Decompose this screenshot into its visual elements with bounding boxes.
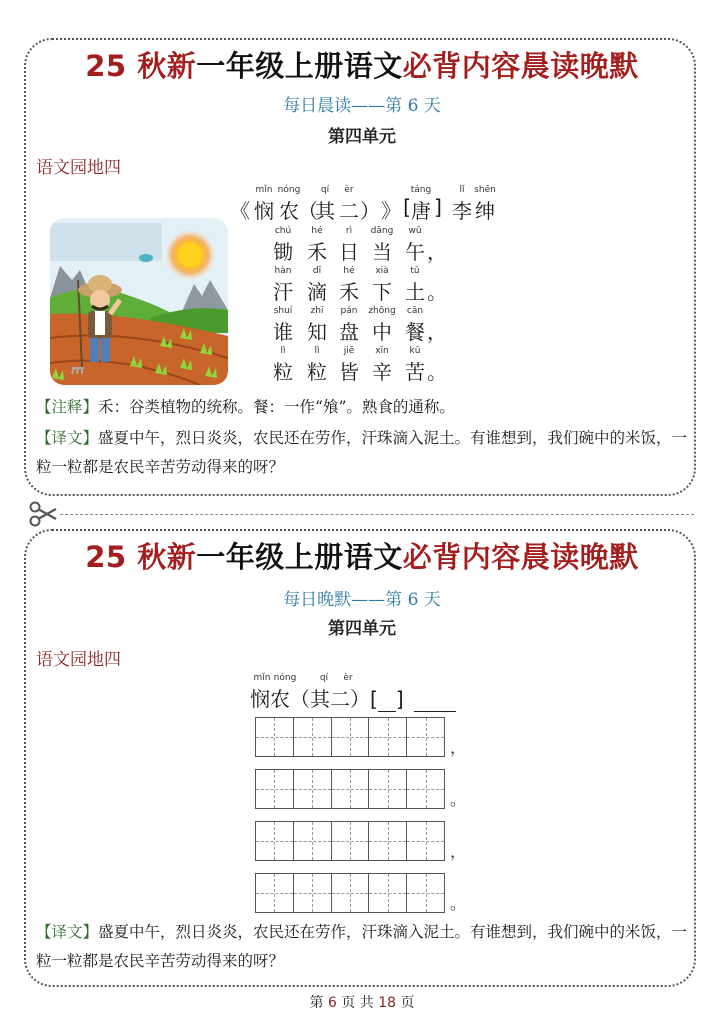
evening-section-heading: 语文园地四	[36, 650, 121, 670]
poem-punct: 。	[427, 280, 447, 304]
bracket-close: ]	[395, 687, 404, 711]
pinyin: mǐn	[255, 185, 273, 195]
pinyin: zhī	[310, 306, 324, 316]
writing-cell[interactable]	[256, 718, 294, 756]
dynasty-blank[interactable]	[378, 697, 396, 712]
poem-char: 土	[405, 280, 425, 304]
pinyin: qí	[320, 185, 330, 195]
pinyin: xià	[375, 266, 389, 276]
pinyin: cān	[406, 306, 424, 316]
pinyin: èr	[344, 185, 354, 195]
pinyin: hàn	[274, 266, 292, 276]
morning-unit: 第四单元	[328, 127, 396, 147]
writing-grid-row[interactable]	[255, 769, 445, 809]
translation-label: 【译文】	[36, 923, 99, 941]
pinyin: mǐn	[253, 673, 271, 683]
poem-char: 滴	[307, 280, 327, 304]
morning-section-heading: 语文园地四	[36, 158, 121, 178]
poem-char: 粒	[273, 360, 293, 384]
pinyin: dāng	[370, 226, 394, 236]
dictation-title-line	[250, 683, 456, 712]
poem-title-char: 二	[339, 199, 359, 223]
pinyin: nóng	[277, 185, 301, 195]
writing-cell[interactable]	[407, 874, 444, 912]
writing-cell[interactable]	[256, 874, 294, 912]
pinyin: rì	[345, 226, 353, 236]
title-part-black: 一年级上册语文	[196, 49, 403, 83]
poem-title-char: 绅	[475, 199, 495, 223]
poem-char: 盘	[339, 320, 359, 344]
poem-punct: ，	[427, 320, 447, 344]
annotation-label: 【注释】	[36, 398, 99, 416]
pinyin: jiē	[343, 346, 355, 356]
writing-cell[interactable]	[332, 822, 370, 860]
pinyin: lì	[314, 346, 320, 356]
translation	[36, 424, 692, 482]
poem-title-char: （	[298, 199, 318, 223]
evening-subtitle: 每日晚默——第 6 天	[283, 590, 441, 610]
morning-subtitle: 每日晨读——第 6 天	[283, 96, 441, 116]
row-punct: 。	[450, 790, 467, 809]
cut-dashed-line	[60, 514, 694, 515]
writing-cell[interactable]	[256, 770, 294, 808]
title-part-red: 必背内容晨读晚默	[402, 540, 639, 574]
pinyin: tǔ	[410, 266, 420, 276]
poem-title-char: ）	[360, 199, 380, 223]
farmer-field-icon	[50, 218, 228, 385]
poem-char: 皆	[339, 360, 359, 384]
evening-title	[0, 535, 724, 576]
pinyin: hé	[311, 226, 323, 236]
writing-cell[interactable]	[407, 770, 444, 808]
pinyin: kǔ	[409, 346, 421, 356]
scissors-icon	[28, 500, 58, 528]
pinyin: lǐ	[459, 185, 465, 195]
row-punct: ，	[450, 738, 467, 757]
evening-unit: 第四单元	[328, 619, 396, 639]
pinyin: lì	[280, 346, 286, 356]
footer-middle: 页 共	[336, 995, 379, 1011]
poem-char: 中	[372, 320, 392, 344]
poem-title-char: 其	[315, 199, 335, 223]
title-part-red: 必背内容晨读晚默	[402, 49, 639, 83]
poem-char: 午	[405, 240, 425, 264]
pinyin: xīn	[375, 346, 389, 356]
pinyin: dī	[312, 266, 322, 276]
poem-title-char: [	[403, 195, 411, 219]
writing-cell[interactable]	[332, 770, 370, 808]
pinyin: wǔ	[408, 226, 422, 236]
writing-cell[interactable]	[256, 822, 294, 860]
writing-cell[interactable]	[369, 874, 407, 912]
poem-title-char: 》	[381, 199, 401, 223]
poem-char: 禾	[339, 280, 359, 304]
poem-char: 辛	[372, 360, 392, 384]
poem-char: 日	[339, 240, 359, 264]
poem-title-char: ]	[434, 195, 442, 219]
writing-grid-row[interactable]	[255, 821, 445, 861]
pinyin: zhōng	[368, 306, 396, 316]
poem-title-char: 悯	[254, 199, 274, 223]
translation-text: 盛夏中午，烈日炎炎，农民还在劳作，汗珠滴入泥土。有谁想到，我们碗中的米饭，一粒一粒都是农民辛苦劳动得来的呀？	[36, 923, 688, 970]
pinyin: èr	[343, 673, 353, 683]
poem-char: 餐	[405, 320, 425, 344]
author-blank[interactable]	[414, 695, 456, 712]
writing-cell[interactable]	[332, 874, 370, 912]
evening-translation	[36, 918, 692, 976]
poem-char: 当	[372, 240, 392, 264]
pinyin: hé	[343, 266, 355, 276]
total-pages-number: 18	[378, 995, 397, 1011]
pinyin: qí	[319, 673, 329, 683]
writing-cell[interactable]	[294, 822, 332, 860]
poem-char: 锄	[273, 240, 293, 264]
writing-grid-row[interactable]	[255, 873, 445, 913]
dictation-title-text: 悯农（其二）[	[250, 687, 378, 711]
title-part-red: 25 秋新	[85, 49, 197, 83]
row-punct: 。	[450, 894, 467, 913]
footer-prefix: 第	[309, 995, 328, 1011]
poem-punct: ，	[427, 240, 447, 264]
poem-title-char: 农	[279, 199, 299, 223]
pinyin: pán	[340, 306, 358, 316]
writing-cell[interactable]	[369, 718, 407, 756]
annotation-text: 禾：谷类植物的统称。餐：一作“飧”。熟食的通称。	[98, 398, 455, 416]
writing-cell[interactable]	[332, 718, 370, 756]
poem-title-char: 唐	[411, 199, 431, 223]
writing-grid-row[interactable]	[255, 717, 445, 757]
writing-cell[interactable]	[407, 822, 444, 860]
writing-cell[interactable]	[369, 822, 407, 860]
morning-title	[0, 44, 724, 85]
footer-suffix: 页	[396, 995, 415, 1011]
writing-cell[interactable]	[294, 770, 332, 808]
writing-cell[interactable]	[369, 770, 407, 808]
title-part-black: 一年级上册语文	[196, 540, 403, 574]
page-footer	[0, 992, 724, 1012]
poem-char: 粒	[307, 360, 327, 384]
translation-label: 【译文】	[36, 429, 99, 447]
pinyin: shēn	[474, 185, 496, 195]
poem-title-char: 《	[230, 199, 250, 223]
poem-char: 谁	[273, 320, 293, 344]
annotation	[36, 393, 692, 422]
poem-char: 苦	[405, 360, 425, 384]
poem-title-char: 李	[452, 199, 472, 223]
poem-char: 禾	[307, 240, 327, 264]
farmer-illustration	[50, 218, 228, 385]
current-page-number: 6	[327, 995, 337, 1011]
poem-char: 知	[307, 320, 327, 344]
writing-cell[interactable]	[294, 718, 332, 756]
pinyin: shuí	[273, 306, 293, 316]
poem-punct: 。	[427, 360, 447, 384]
translation-text: 盛夏中午，烈日炎炎，农民还在劳作，汗珠滴入泥土。有谁想到，我们碗中的米饭，一粒一粒都是农民辛苦劳动得来的呀？	[36, 429, 688, 476]
pinyin: nóng	[273, 673, 297, 683]
writing-cell[interactable]	[407, 718, 444, 756]
pinyin: táng	[410, 185, 432, 195]
pinyin: chú	[274, 226, 292, 236]
poem-char: 下	[372, 280, 392, 304]
writing-cell[interactable]	[294, 874, 332, 912]
poem-char: 汗	[273, 280, 293, 304]
title-part-red: 25 秋新	[85, 540, 197, 574]
row-punct: ，	[450, 842, 467, 861]
